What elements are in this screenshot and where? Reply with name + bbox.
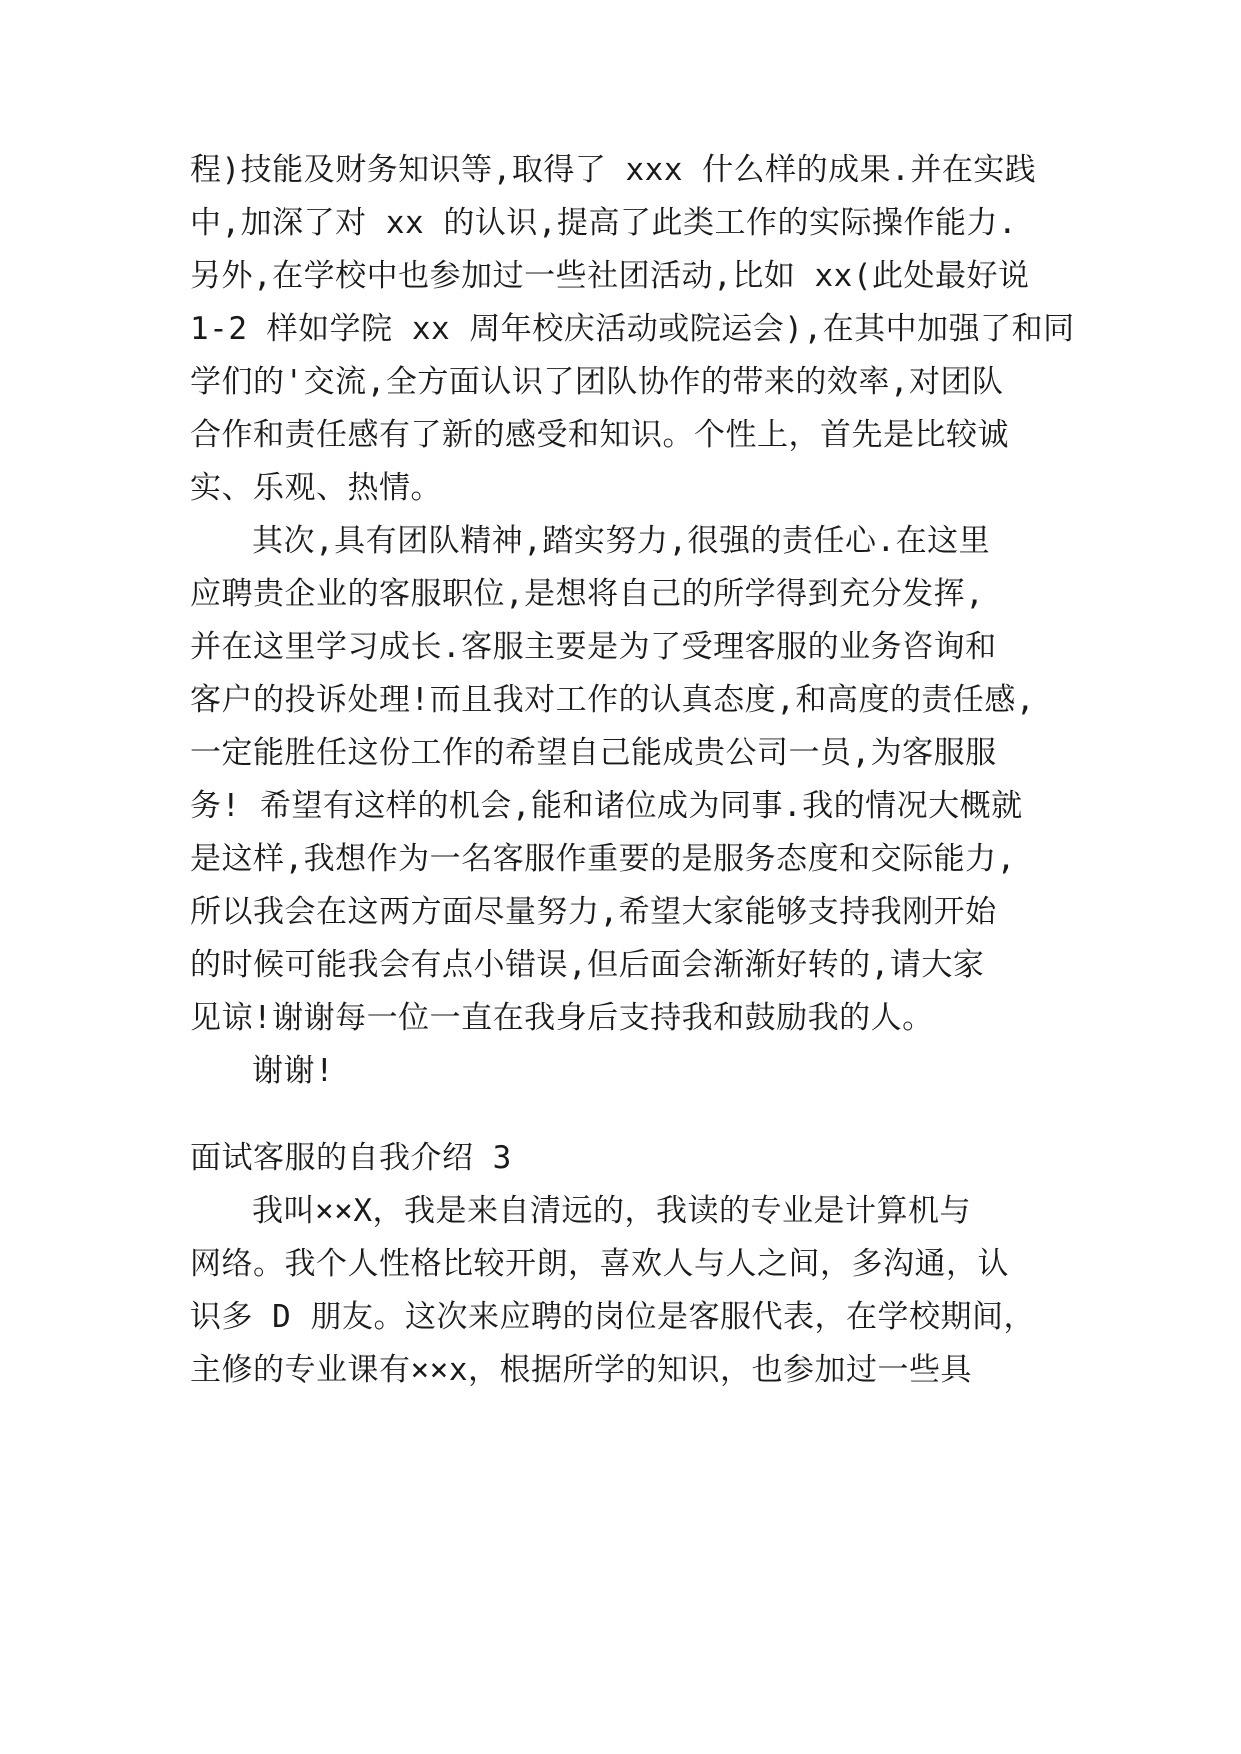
section-heading: 面试客服的自我介绍 3: [190, 1140, 512, 1176]
text-line: 客户的投诉处理!而且我对工作的认真态度,和高度的责任感,: [190, 682, 1035, 718]
text-line: 网络。我个人性格比较开朗，喜欢人与人之间，多沟通，认: [190, 1246, 1009, 1282]
text-line: 主修的专业课有××x，根据所学的知识，也参加过一些具: [190, 1352, 972, 1388]
text-line: 一定能胜任这份工作的希望自己能成贵公司一员,为客服服: [190, 735, 997, 771]
text-line: 见谅!谢谢每一位一直在我身后支持我和鼓励我的人。: [190, 1000, 934, 1036]
paragraph-start-line: 我叫××X，我是来自清远的，我读的专业是计算机与: [252, 1193, 971, 1229]
text-line: 1-2 样如学院 xx 周年校庆活动或院运会),在其中加强了和同: [190, 311, 1075, 347]
text-line: 另外,在学校中也参加过一些社团活动,比如 xx(此处最好说: [190, 258, 1030, 294]
text-line: 程)技能及财务知识等,取得了 xxx 什么样的成果.并在实践: [190, 152, 1037, 188]
text-line: 务! 希望有这样的机会,能和诸位成为同事.我的情况大概就: [190, 788, 1023, 824]
text-line: 是这样,我想作为一名客服作重要的是服务态度和交际能力,: [190, 841, 1016, 877]
text-line: 中,加深了对 xx 的认识,提高了此类工作的实际操作能力.: [190, 205, 1018, 241]
text-line: 应聘贵企业的客服职位,是想将自己的所学得到充分发挥,: [190, 576, 985, 612]
text-line: 识多 D 朋友。这次来应聘的岗位是客服代表，在学校期间，: [190, 1299, 1035, 1335]
text-line: 实、乐观、热情。: [190, 470, 442, 506]
text-line: 合作和责任感有了新的感受和知识。个性上，首先是比较诚: [190, 417, 1009, 453]
text-line: 并在这里学习成长.客服主要是为了受理客服的业务咨询和: [190, 629, 997, 665]
text-line: 的时候可能我会有点小错误,但后面会渐渐好转的,请大家: [190, 947, 985, 983]
closing-thanks: 谢谢!: [252, 1053, 335, 1089]
paragraph-start-line: 其次,具有团队精神,踏实努力,很强的责任心.在这里: [252, 523, 991, 559]
text-line: 所以我会在这两方面尽量努力,希望大家能够支持我刚开始: [190, 894, 997, 930]
text-line: 学们的'交流,全方面认识了团队协作的带来的效率,对团队: [190, 364, 1004, 400]
